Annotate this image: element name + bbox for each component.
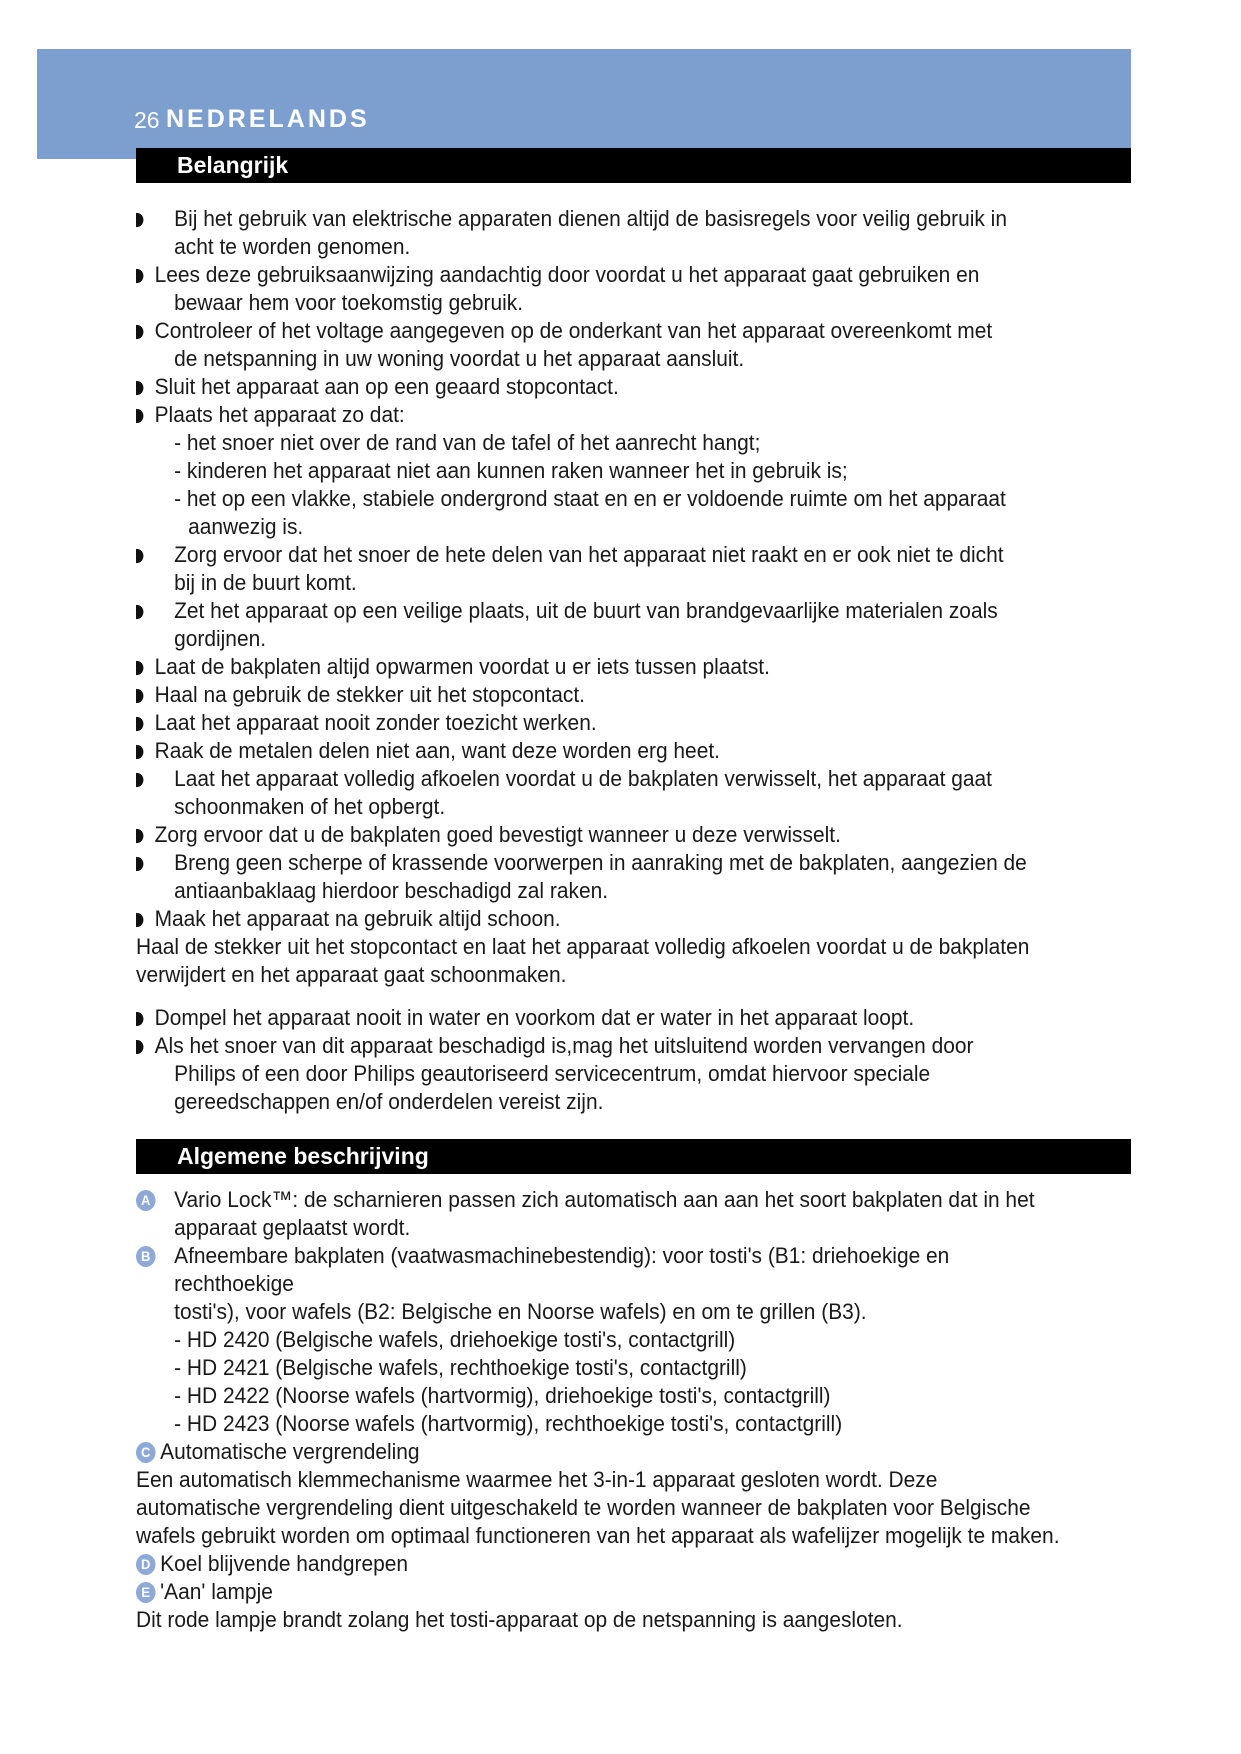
header-band xyxy=(37,49,1131,159)
bullet-icon xyxy=(136,745,143,759)
letter-e-icon: E xyxy=(136,1582,156,1603)
bullet-icon xyxy=(136,773,143,787)
letter-b-icon: B xyxy=(136,1246,156,1267)
bullet-icon xyxy=(136,549,143,563)
description-list xyxy=(136,1186,1066,1634)
list-item: Dompel het apparaat nooit in water en voorkom dat er water in het apparaat loopt. xyxy=(136,1004,1066,1032)
model-item: - HD 2422 (Noorse wafels (hartvormig), driehoekige tosti's, contactgrill) xyxy=(174,1383,831,1408)
part-c: C Automatische vergrendeling xyxy=(136,1438,1066,1466)
bullet-icon xyxy=(136,325,143,339)
model-item: - HD 2423 (Noorse wafels (hartvormig), rechthoekige tosti's, contactgrill) xyxy=(174,1411,843,1436)
list-item: Laat de bakplaten altijd opwarmen voordat u er iets tussen plaatst. xyxy=(136,653,1066,681)
sub-list-item: - kinderen het apparaat niet aan kunnen raken wanneer het in gebruik is; xyxy=(174,458,848,483)
list-item: Laat het apparaat volledig afkoelen voordat u de bakplaten verwisselt, het apparaat gaat schoonmaken of het opbergt. xyxy=(136,765,1066,821)
bullet-icon xyxy=(136,857,143,871)
bullet-icon xyxy=(136,689,143,703)
part-c-text: Een automatisch klemmechanisme waarmee het 3-in-1 apparaat gesloten wordt. Deze automatische vergrendeling dient uitgeschakeld te worden wanneer de bakplaten voor Belgische wafels gebruikt worden om optimaal functioneren van het apparaat als wafelijzer mogelijk te maken. xyxy=(136,1467,1060,1548)
bullet-icon xyxy=(136,829,143,843)
bullet-icon xyxy=(136,605,143,619)
model-item: - HD 2421 (Belgische wafels, rechthoekige tosti's, contactgrill) xyxy=(174,1355,747,1380)
list-item: Laat het apparaat nooit zonder toezicht werken. xyxy=(136,709,1066,737)
important-list-continued xyxy=(136,1004,1066,1116)
list-item: Breng geen scherpe of krassende voorwerpen in aanraking met de bakplaten, aangezien de antiaanbaklaag hierdoor beschadigd zal raken. xyxy=(136,849,1066,905)
list-item: Zorg ervoor dat u de bakplaten goed bevestigt wanneer u deze verwisselt. xyxy=(136,821,1066,849)
bullet-icon xyxy=(136,1040,143,1054)
list-item: Sluit het apparaat aan op een geaard stopcontact. xyxy=(136,373,1066,401)
list-item: Raak de metalen delen niet aan, want deze worden erg heet. xyxy=(136,737,1066,765)
cleaning-note: Haal de stekker uit het stopcontact en laat het apparaat volledig afkoelen voordat u de bakplaten verwijdert en het apparaat gaat schoonmaken. xyxy=(136,934,1030,987)
model-item: - HD 2420 (Belgische wafels, driehoekige tosti's, contactgrill) xyxy=(174,1327,736,1352)
part-a: A Vario Lock™: de scharnieren passen zich automatisch aan aan het soort bakplaten dat in het apparaat geplaatst wordt. xyxy=(136,1186,1066,1242)
bullet-icon xyxy=(136,409,143,423)
sub-list-item: - het op een vlakke, stabiele ondergrond staat en en er voldoende ruimte om het apparaat aanwezig is. xyxy=(174,486,1006,539)
bullet-icon xyxy=(136,381,143,395)
letter-d-icon: D xyxy=(136,1554,156,1575)
letter-c-icon: C xyxy=(136,1442,156,1463)
part-e-text: Dit rode lampje brandt zolang het tosti-apparaat op de netspanning is aangesloten. xyxy=(136,1607,903,1632)
important-list xyxy=(136,205,1066,989)
list-item: Plaats het apparaat zo dat: xyxy=(136,401,1066,429)
list-item: Zorg ervoor dat het snoer de hete delen van het apparaat niet raakt en er ook niet te dicht bij in de buurt komt. xyxy=(136,541,1066,597)
letter-a-icon: A xyxy=(136,1190,156,1211)
list-item: Maak het apparaat na gebruik altijd schoon. xyxy=(136,905,1066,933)
bullet-icon xyxy=(136,661,143,675)
bullet-icon xyxy=(136,717,143,731)
list-item: Als het snoer van dit apparaat beschadigd is,mag het uitsluitend worden vervangen door Philips of een door Philips geautoriseerd servicecentrum, omdat hiervoor speciale gereedschappen en/of onderdelen vereist zijn. xyxy=(136,1032,1066,1116)
list-item: Controleer of het voltage aangegeven op de onderkant van het apparaat overeenkomt met de netspanning in uw woning voordat u het apparaat aansluit. xyxy=(136,317,1066,373)
part-d: D Koel blijvende handgrepen xyxy=(136,1550,1066,1578)
bullet-icon xyxy=(136,913,143,927)
bullet-icon xyxy=(136,269,143,283)
bullet-icon xyxy=(136,1012,143,1026)
section-heading-description: Algemene beschrijving xyxy=(136,1139,1131,1174)
bullet-icon xyxy=(136,213,143,227)
sub-list-item: - het snoer niet over de rand van de tafel of het aanrecht hangt; xyxy=(174,430,761,455)
language-heading: NEDRELANDS xyxy=(166,105,370,133)
part-b: B Afneembare bakplaten (vaatwasmachinebestendig): voor tosti's (B1: driehoekige en rechthoekige tosti's), voor wafels (B2: Belgische en Noorse wafels) en om te grillen (B3). xyxy=(136,1242,1066,1326)
list-item: Haal na gebruik de stekker uit het stopcontact. xyxy=(136,681,1066,709)
part-e: E 'Aan' lampje xyxy=(136,1578,1066,1606)
list-item: Bij het gebruik van elektrische apparaten dienen altijd de basisregels voor veilig gebruik in acht te worden genomen. xyxy=(136,205,1066,261)
list-item: Zet het apparaat op een veilige plaats, uit de buurt van brandgevaarlijke materialen zoals gordijnen. xyxy=(136,597,1066,653)
list-item: Lees deze gebruiksaanwijzing aandachtig door voordat u het apparaat gaat gebruiken en bewaar hem voor toekomstig gebruik. xyxy=(136,261,1066,317)
page-number: 26 xyxy=(134,107,160,133)
section-heading-important: Belangrijk xyxy=(136,148,1131,183)
